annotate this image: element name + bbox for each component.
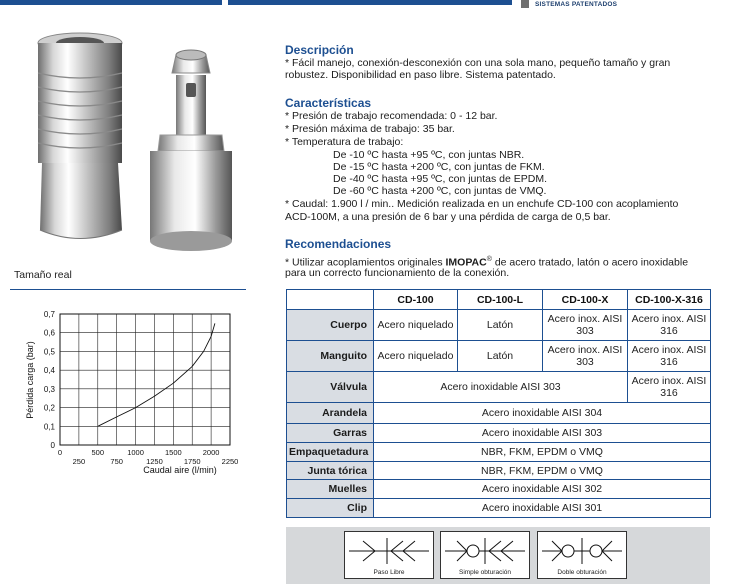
char-line-4: * Caudal: 1.900 l / min.. Medición realizada en un enchufe CD-100 con acoplamiento (285, 198, 679, 210)
recommendations-line-2: para un correcto funcionamiento de la conexión. (285, 267, 510, 279)
divider-rule (10, 289, 246, 290)
size-label: Tamaño real (14, 269, 72, 281)
double-shutoff-icon (537, 531, 627, 579)
table-cell: Acero inoxidable AISI 301 (374, 499, 711, 518)
y-tick-label: 0,4 (43, 366, 55, 376)
single-shutoff-icon (440, 531, 530, 579)
table-cell: Acero inoxidable AISI 302 (374, 480, 711, 499)
x-tick-label: 2250 (221, 457, 239, 466)
y-tick-label: 0 (50, 441, 55, 450)
char-temp-1: De -10 ºC hasta +95 ºC, con juntas NBR. (333, 149, 525, 161)
table-corner (287, 290, 374, 310)
plot-area (60, 314, 230, 445)
table-row (287, 499, 711, 518)
table-cell: NBR, FKM, EPDM o VMQ (374, 462, 711, 480)
x-axis-label: Caudal aire (l/min) (143, 465, 217, 475)
y-tick-label: 0,6 (43, 328, 55, 338)
characteristics-title: Características (285, 96, 372, 110)
row-header: Válvula (287, 372, 374, 403)
table-row (287, 372, 711, 403)
table-cell: Acero inox. AISI 316 (628, 341, 711, 372)
brand-text: SISTEMAS PATENTADOS (535, 0, 618, 8)
x-tick-label: 1750 (183, 457, 201, 466)
column-header: CD-100-X-316 (628, 290, 711, 310)
table-row (287, 443, 711, 462)
table-cell: Acero inox. AISI 316 (628, 372, 711, 403)
table-cell: Acero inox. AISI 303 (543, 310, 628, 341)
row-header: Manguito (287, 341, 374, 372)
x-tick-label: 2000 (202, 448, 220, 457)
top-bar-left (0, 0, 222, 5)
x-tick-label: 750 (110, 457, 123, 466)
x-tick-label: 1500 (164, 448, 182, 457)
brand-imopac: IMOPAC (445, 256, 487, 269)
table-row (287, 341, 711, 372)
char-temp-3: De -40 ºC hasta +95 ºC, con juntas de EPDM. (333, 173, 547, 185)
y-tick-labels (44, 310, 56, 450)
column-header: CD-100-L (458, 290, 543, 310)
pressure-loss-chart (15, 305, 245, 477)
table-cell: NBR, FKM, EPDM o VMQ (374, 443, 711, 462)
row-header: Junta tórica (287, 462, 374, 480)
column-header: CD-100 (374, 290, 458, 310)
table-cell: Latón (458, 341, 543, 372)
char-temp-2: De -15 ºC hasta +200 ºC, con juntas de FKM. (333, 161, 545, 173)
table-cell: Acero inoxidable AISI 303 (374, 424, 711, 443)
row-header: Arandela (287, 403, 374, 424)
x-tick-label: 1000 (127, 448, 144, 457)
y-tick-label: 0,2 (43, 403, 55, 413)
table-row (287, 480, 711, 499)
table-row (287, 403, 711, 424)
char-line-1: * Presión de trabajo recomendada: 0 - 12 bar. (285, 110, 498, 122)
y-tick-label: 0,1 (43, 422, 55, 432)
table-cell: Acero inox. AISI 316 (628, 310, 711, 341)
x-tick-label: 1250 (146, 457, 163, 466)
recommendations-title: Recomendaciones (285, 237, 392, 251)
x-tick-label: 0 (57, 448, 63, 457)
row-header: Clip (287, 499, 374, 518)
description-line-2: robustez. Disponibilidad en paso libre. Sistema patentado. (285, 69, 556, 81)
table-cell: Acero niquelado (374, 310, 458, 341)
table-cell: Acero inox. AISI 303 (543, 341, 628, 372)
y-tick-label: 0,7 (43, 310, 55, 319)
char-line-2: * Presión máxima de trabajo: 35 bar. (285, 123, 455, 135)
symbol-caption: Simple obturación (458, 569, 512, 576)
row-header: Empaquetadura (287, 443, 374, 462)
row-header: Garras (287, 424, 374, 443)
y-axis-label: Pérdida carga (bar) (25, 341, 35, 419)
coupling-photo (10, 25, 255, 260)
free-flow-icon (344, 531, 434, 579)
char-line-5: ACD-100M, a una presión de 6 bar y una pérdida de carga de 0,5 bar. (285, 211, 611, 223)
symbol-caption: Doble obturación (557, 569, 607, 576)
brand-logo-square (521, 0, 529, 8)
char-line-3: * Temperatura de trabajo: (285, 136, 404, 148)
table-cell: Latón (458, 310, 543, 341)
x-tick-label: 500 (91, 448, 105, 457)
symbol-caption: Paso Libre (373, 569, 405, 576)
recommendations-line-1: * Utilizar acoplamientos originales IMOPAC® de acero tratado, latón o acero inoxidable (285, 256, 689, 269)
x-tick-label: 250 (72, 457, 86, 466)
gridlines (60, 314, 230, 445)
y-tick-label: 0,3 (43, 384, 55, 394)
row-header: Cuerpo (287, 310, 374, 341)
brand-header (521, 0, 617, 8)
char-temp-4: De -60 ºC hasta +200 ºC, con juntas de VMQ. (333, 185, 547, 197)
table-cell: Acero inoxidable AISI 303 (374, 372, 628, 403)
table-row (287, 424, 711, 443)
table-cell: Acero inoxidable AISI 304 (374, 403, 711, 424)
x-tick-labels (58, 448, 238, 466)
materials-table (286, 289, 711, 518)
table-row (287, 310, 711, 341)
y-tick-label: 0,5 (43, 347, 55, 357)
table-cell: Acero niquelado (374, 341, 458, 372)
registered-mark: ® (486, 256, 492, 263)
description-title: Descripción (285, 43, 354, 57)
symbols-panel (286, 527, 710, 584)
table-row (287, 462, 711, 480)
series-line-cd100 (98, 323, 215, 426)
row-header: Muelles (287, 480, 374, 499)
table-header-row (287, 290, 711, 310)
top-bar-right (228, 0, 512, 5)
column-header: CD-100-X (543, 290, 628, 310)
description-line-1: * Fácil manejo, conexión-desconexión con una sola mano, pequeño tamaño y gran (285, 57, 671, 69)
